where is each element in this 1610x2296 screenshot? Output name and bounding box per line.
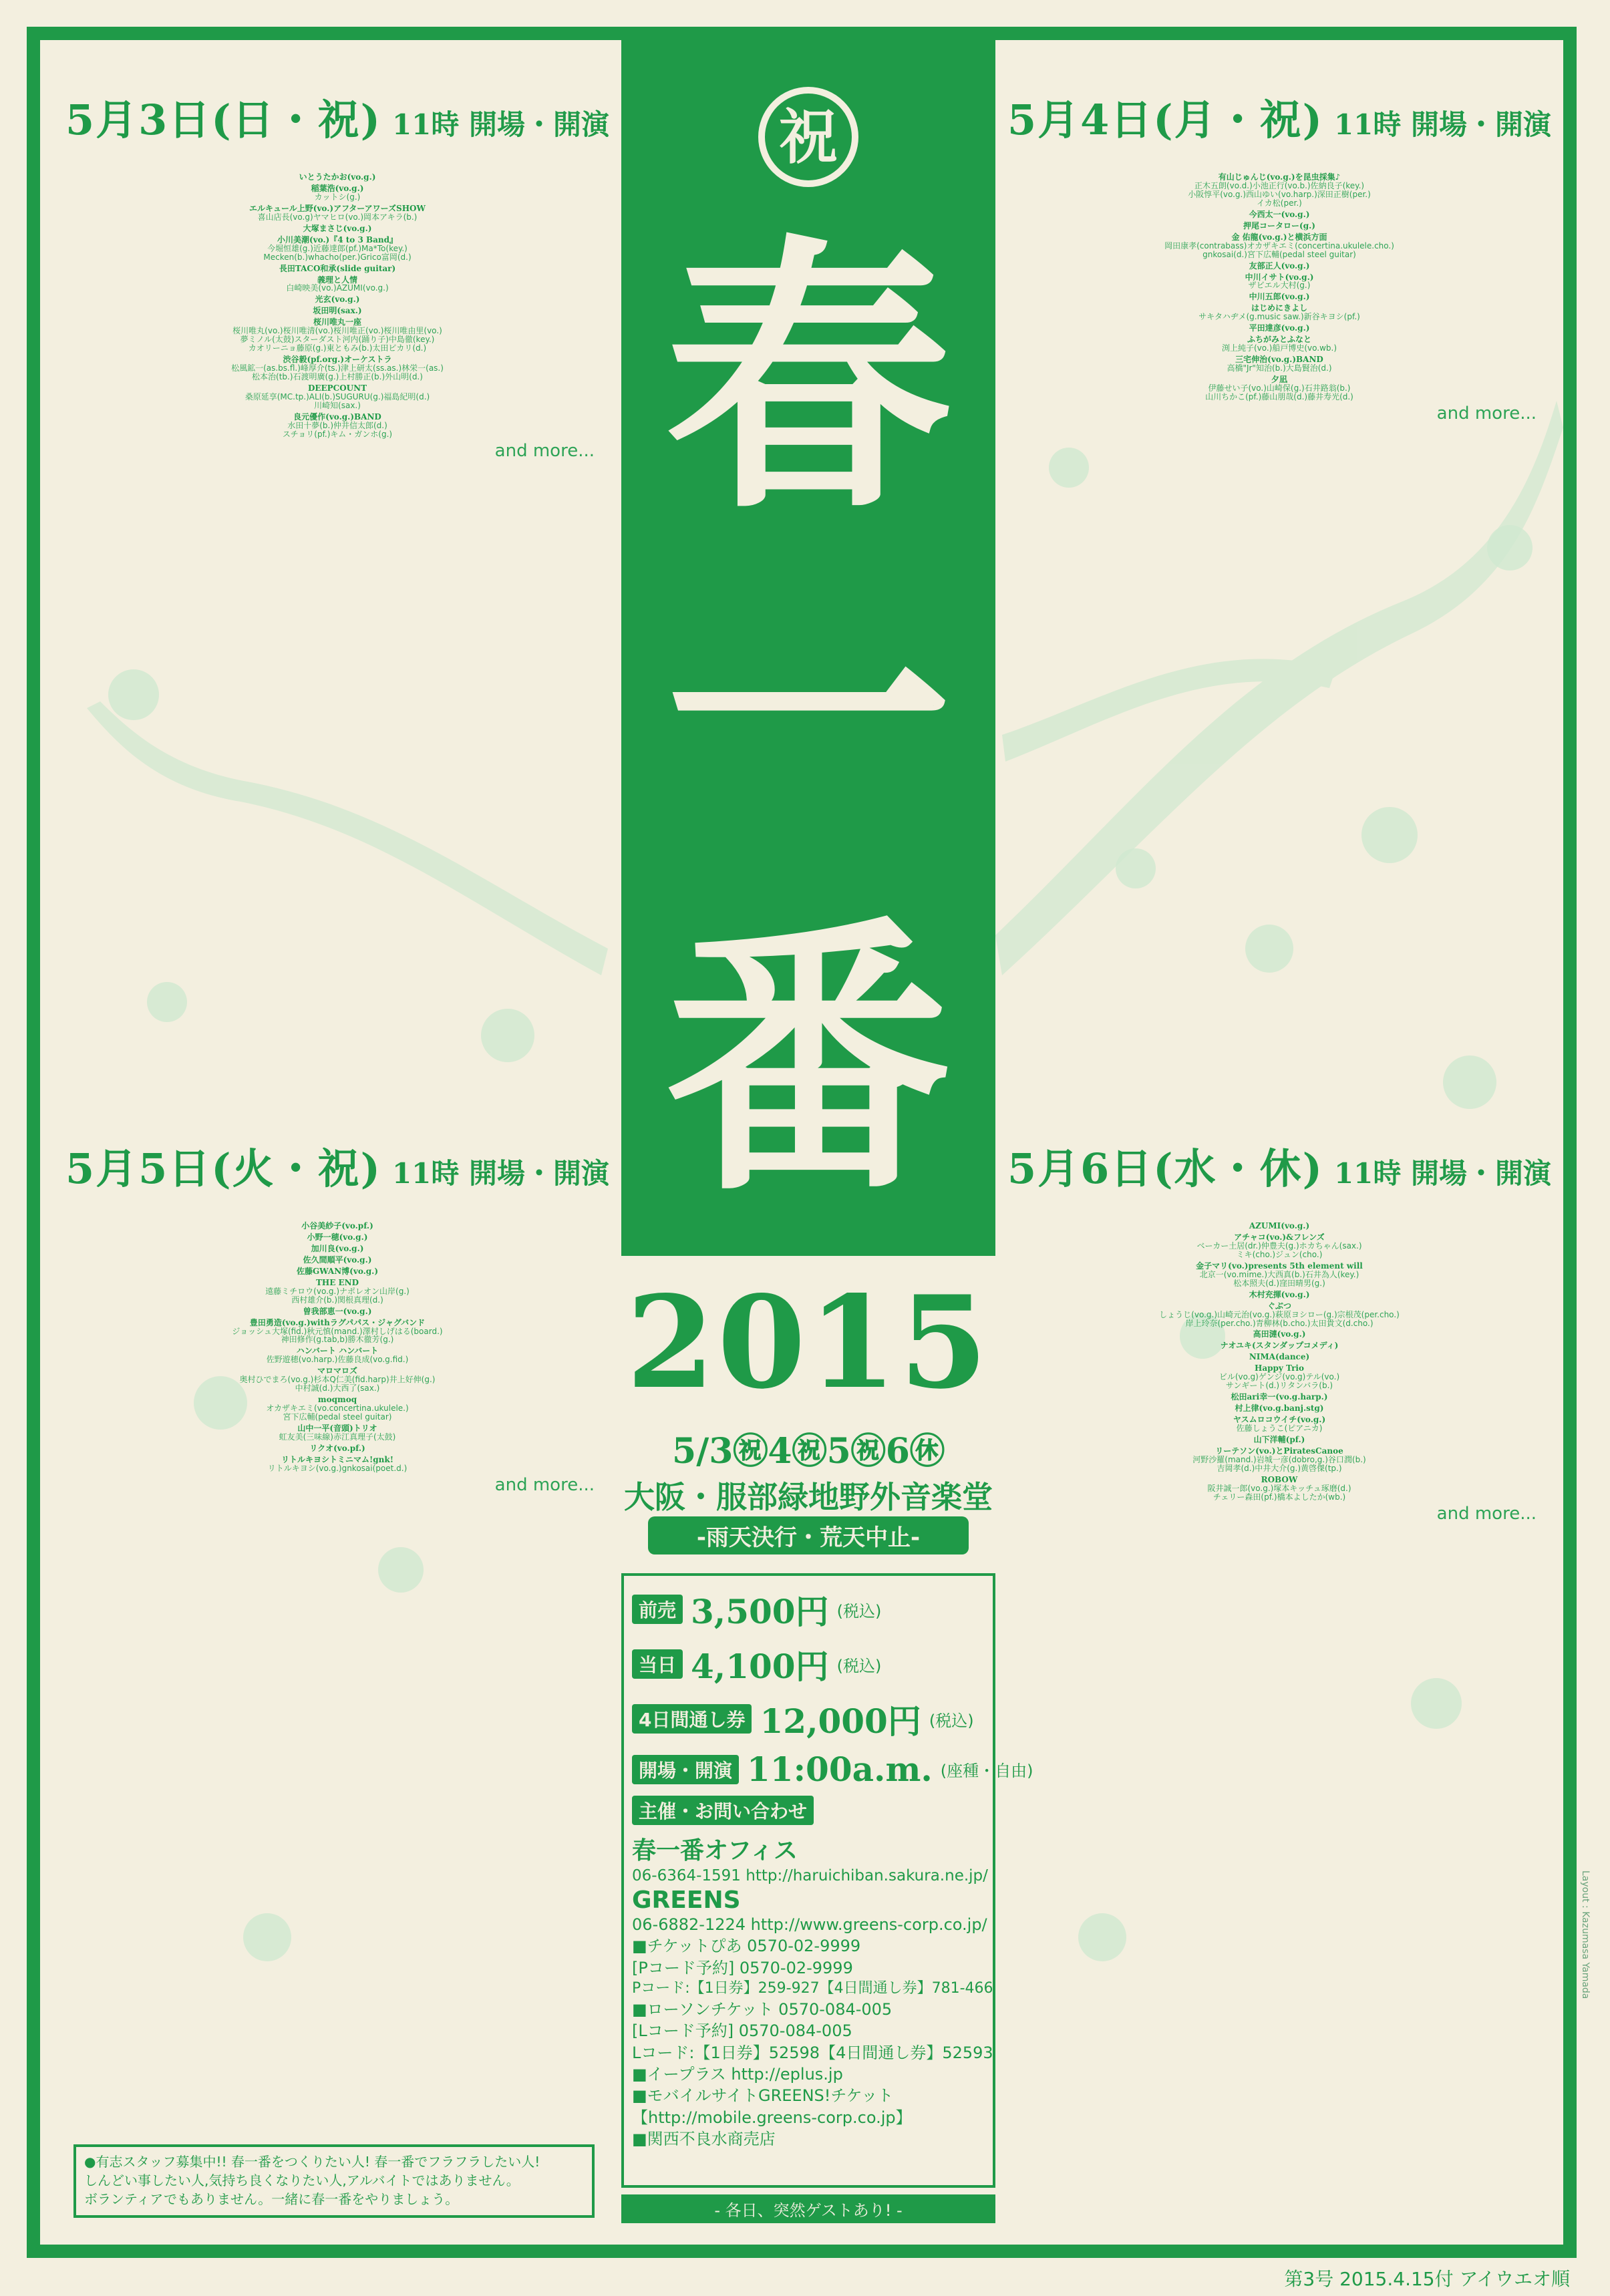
act-members: チェリー森田(pf.)橋本よしたか(wb.): [1213, 1492, 1346, 1502]
act-entry: [1002, 1393, 1557, 1402]
ticket-outlet-line: 【http://mobile.greens-corp.co.jp】: [632, 2108, 912, 2127]
act-entry: [60, 1396, 615, 1422]
act-name: 木村充揮(vo.g.): [1249, 1289, 1310, 1299]
act-entry: [1002, 1222, 1557, 1231]
pass-tax: (税込): [929, 1711, 974, 1730]
act-entry: [1002, 1404, 1557, 1413]
advance-tax: (税込): [836, 1601, 882, 1621]
act-members: 遠藤ミチロウ(vo.g.)ナポレオン山岸(g.): [265, 1286, 410, 1296]
act-name: NIMA(dance): [1249, 1352, 1310, 1362]
act-name: 金 佑龍(vo.g.)と横浜方面: [1231, 232, 1327, 242]
act-name: 平田達彦(vo.g.): [1249, 323, 1310, 333]
act-members: 渕上純子(vo.)船戸博史(vo.wb.): [1221, 343, 1337, 353]
act-entry: [1002, 1291, 1557, 1299]
act-members: 中村誠(d.)大西了(sax.): [295, 1383, 380, 1393]
day-header: [60, 87, 615, 146]
open-time: 11:00a.m.: [747, 1750, 933, 1789]
act-name: 山下洋輔(pf.): [1253, 1435, 1305, 1445]
title-char-ban: 番: [665, 895, 952, 1229]
act-members: 小阪惇平(vo.g.)西山ゆい(vo.harp.)深田正樹(per.): [1188, 189, 1371, 199]
act-name: リトルキヨシトミニマム!gnk!: [281, 1454, 393, 1464]
ticket-outlet-line: ■チケットぴあ 0570-02-9999: [632, 1937, 861, 1956]
act-entry: [1002, 233, 1557, 259]
act-members: 今堀恒雄(g.)近藤達郎(pf.)Ma*To(key.): [267, 243, 408, 253]
day-time: 11時 開場・開演: [391, 1157, 610, 1190]
act-entry: [60, 184, 615, 202]
act-name: アチャコ(vo.)&フレンズ: [1234, 1232, 1325, 1242]
act-name: 大塚まさじ(vo.g.): [303, 223, 372, 233]
act-name: 義理と人情: [317, 275, 357, 285]
act-members: 宮下広輔(pedal steel guitar): [283, 1412, 392, 1422]
act-members: 白崎映美(vo.)AZUMI(vo.g.): [286, 283, 389, 293]
day-time: 11時 開場・開演: [1333, 108, 1552, 141]
and-more-label: and more...: [1436, 1503, 1537, 1524]
act-entry: [60, 1267, 615, 1276]
act-name: 山中一平(音頭)トリオ: [297, 1424, 377, 1434]
act-name: 小谷美紗子(vo.pf.): [301, 1221, 373, 1231]
act-entry: [60, 1245, 615, 1253]
act-entry: [60, 1222, 615, 1231]
act-name: 友部正人(vo.g.): [1249, 261, 1310, 271]
act-entry: [1002, 273, 1557, 291]
act-members: 吉岡孝(d.)中井大介(g.)黄啓傑(tp.): [1217, 1463, 1342, 1473]
act-name: マロマロズ: [317, 1366, 357, 1376]
act-entry: [60, 1367, 615, 1393]
act-name: リーテソン(vo.)とPiratesCanoe: [1215, 1446, 1343, 1456]
act-members: 水田十夢(b.)仲井信太郎(d.): [287, 420, 387, 430]
act-entry: [1002, 1436, 1557, 1444]
act-members: 虹友美(三味線)赤江真理子(太鼓): [279, 1432, 396, 1442]
act-members: 神田修作(g.tab,b)勝木徹芳(g.): [281, 1335, 394, 1345]
ticket-info-box: [621, 1573, 1033, 2188]
act-members: 山川ちかこ(pf.)藤山朋哉(d.)藤井寿光(d.): [1205, 391, 1353, 401]
pass-ticket-row: [632, 1695, 985, 1743]
and-more-label: and more...: [494, 1474, 595, 1495]
center-band: [621, 40, 1033, 2220]
act-name: ふちがみとふなと: [1247, 335, 1311, 345]
day-column-may4: [1002, 87, 1557, 423]
act-name: 桜川唯丸一座: [313, 317, 361, 327]
act-entry: [1002, 1416, 1557, 1433]
act-entry: [60, 265, 615, 273]
title-band: [621, 40, 995, 1256]
act-name: 松田ari幸一(vo.g.harp.): [1231, 1392, 1328, 1402]
act-members: 正木五朗(vo.d.)小池正行(vo.b.)佐納良子(key.): [1194, 180, 1365, 190]
act-members: Mecken(b.)whacho(per.)Grico富岡(d.): [263, 252, 412, 262]
celebration-badge: 祝: [758, 87, 858, 187]
act-name: 中川イサト(vo.g.): [1245, 272, 1314, 282]
act-members: ミキ(cho.)ジュン(cho.): [1236, 1249, 1323, 1259]
act-entry: [1002, 375, 1557, 401]
day-header: [1002, 1136, 1557, 1195]
act-entry: [60, 318, 615, 353]
act-members: 阪井誠一郎(vo.g.)塚本キッチュ琢磨(d.): [1207, 1483, 1351, 1493]
venue-name: 大阪・服部緑地野外音楽堂: [624, 1479, 993, 1515]
act-members: ビル(vo.g)ゲンジ(vo.g)テル(vo.): [1219, 1372, 1340, 1382]
day-date: 5月5日(火・祝): [65, 1144, 381, 1193]
act-members: サキタハヂメ(g.music saw.)新谷キヨシ(pf.): [1198, 312, 1360, 322]
act-members: 河野沙羅(mand.)岩城一彦(dobro,g.)谷口潤(b.): [1192, 1454, 1366, 1464]
door-label: 当日: [632, 1649, 683, 1679]
issue-info: 第3号 2015.4.15付 アイウエオ順: [1284, 2268, 1570, 2290]
act-name: 良元優作(vo.g.)BAND: [293, 412, 381, 422]
act-name: 佐久間順平(vo.g.): [303, 1255, 372, 1265]
act-members: カオリーニョ藤原(g.)東ともみ(b.)太田ビカリ(d.): [248, 343, 427, 353]
act-members: 桑原延享(MC.tp.)ALI(b.)SUGURU(g.)福島紀明(d.): [245, 391, 430, 401]
act-name: 佐藤GWAN博(vo.g.): [296, 1266, 379, 1276]
act-name: ぐぶつ: [1267, 1301, 1291, 1311]
act-members: ジョッシュ大塚(fid.)秋元慎(mand.)澤村しげはる(board.): [232, 1326, 443, 1336]
and-more-label: and more...: [1436, 403, 1537, 424]
act-entry: [1002, 262, 1557, 271]
day-date: 5月3日(日・祝): [65, 96, 381, 144]
act-entry: [60, 1444, 615, 1453]
act-members: ベーカー土居(dr.)仲豊夫(g.)ホカちゃん(sax.): [1196, 1241, 1362, 1251]
act-members: 佐野遊穂(vo.harp.)佐藤良成(vo.g.fid.): [266, 1355, 409, 1365]
act-name: 曽我部恵一(vo.g.): [303, 1306, 372, 1316]
ticket-outlet-line: ■関西不良水商売店: [632, 2130, 776, 2149]
ticket-outlet-line: ■ローソンチケット 0570-084-005: [632, 1999, 893, 2019]
act-entry: [1002, 304, 1557, 321]
act-name: 小川美潮(vo.)『4 to 3 Band』: [277, 234, 398, 244]
act-name: 渋谷毅(pf.org.)オーケストラ: [283, 355, 392, 365]
act-entry: [1002, 1330, 1557, 1339]
act-name: DEEPCOUNT: [307, 383, 367, 393]
act-name: リクオ(vo.pf.): [309, 1443, 365, 1453]
act-members: しょうじ(vo.g.)山崎元治(vo.g.)萩原ヨシロー(g.)宗根茂(per.cho.): [1159, 1309, 1400, 1319]
day-header: [1002, 87, 1557, 146]
act-entry: [1002, 222, 1557, 230]
act-entry: [60, 1279, 615, 1305]
act-members: リトルキヨシ(vo.g.)gnkosai(poet.d.): [267, 1463, 408, 1473]
act-entry: [1002, 355, 1557, 373]
and-more-label: and more...: [494, 440, 595, 461]
festival-year: 2015: [626, 1268, 991, 1417]
title-char-haru: 春: [665, 214, 952, 548]
act-members: ザビエル大村(g.): [1248, 281, 1311, 291]
act-entry: [1002, 1262, 1557, 1288]
act-name: 豊田勇造(vo.g.)withラグパパス・ジャグバンド: [249, 1317, 426, 1327]
contact-heading: 主催・お問い合わせ: [632, 1796, 814, 1825]
ticket-outlet-line: ■モバイルサイトGREENS!チケット: [632, 2086, 894, 2106]
contact-heading-row: [632, 1796, 985, 1825]
act-entry: [1002, 1476, 1557, 1502]
act-members: 喜山店長(vo.g)ヤマヒロ(vo.)岡本アキラ(b.): [257, 212, 418, 222]
act-entry: [60, 1456, 615, 1473]
act-members: 桜川唯丸(vo.)桜川唯清(vo.)桜川唯正(vo.)桜川唯由里(vo.): [232, 326, 442, 336]
act-members: 岡田康孝(contrabass)オカザキエミ(concertina.ukulele.cho.): [1164, 240, 1394, 251]
festival-dates: 5/3㊗4㊗5㊗6㊡: [672, 1431, 945, 1472]
act-name: ROBOW: [1261, 1474, 1298, 1484]
act-entry: [60, 204, 615, 222]
door-ticket-row: [632, 1640, 985, 1688]
act-entry: [1002, 1353, 1557, 1361]
act-name: 村上律(vo.g.banj.stg): [1235, 1404, 1324, 1414]
act-members: 佐藤しょうこ(ピアニカ): [1236, 1424, 1323, 1434]
act-entry: [60, 276, 615, 293]
advance-label: 前売: [632, 1595, 683, 1624]
staff-recruit-notice: [73, 2144, 595, 2218]
act-name: 長田TACO和承(slide guitar): [279, 263, 396, 273]
advance-ticket-row: [632, 1585, 985, 1633]
act-entry: [60, 1424, 615, 1442]
act-name: Happy Trio: [1255, 1363, 1304, 1373]
and-more-wrap: [1002, 404, 1557, 423]
day-time: 11時 開場・開演: [1333, 1157, 1552, 1190]
act-members: 松本治(tb.)石渡明廣(g.)上村勝正(b.)外山明(d.): [252, 372, 423, 382]
open-note: (座種・自由): [940, 1762, 1033, 1780]
act-entry: [60, 1347, 615, 1364]
act-entry: [60, 236, 615, 262]
day-header: [60, 1136, 615, 1195]
door-tax: (税込): [836, 1656, 882, 1675]
act-name: THE END: [315, 1277, 359, 1287]
open-time-row: [632, 1750, 1033, 1789]
act-members: 岸上玲奈(per.cho.)青柳林(b.cho.)太田貴文(d.cho.): [1185, 1318, 1374, 1328]
advance-price: 3,500円: [691, 1592, 829, 1631]
surprise-guest-note: - 各日、突然ゲストあり! -: [621, 2194, 995, 2223]
act-members: 奥村ひでまろ(vo.g.)杉本Q仁美(fid.harp)井上好伸(g.): [239, 1375, 436, 1385]
act-members: カットシ(g.): [314, 192, 361, 202]
act-name: いとうたかお(vo.g.): [299, 172, 376, 182]
act-name: moqmoq: [317, 1395, 357, 1405]
act-name: 小野一穂(vo.g.): [307, 1232, 368, 1242]
ticket-outlets: [632, 1935, 993, 2150]
act-name: 坂田明(sax.): [313, 306, 362, 316]
organizer-name: 春一番オフィス: [632, 1837, 798, 1864]
act-members: 高橋"Jr"知治(b.)大島賢治(d.): [1227, 363, 1332, 373]
act-entry: [1002, 335, 1557, 353]
act-entry: [60, 295, 615, 304]
act-entry: [1002, 1341, 1557, 1350]
act-entry: [1002, 1233, 1557, 1259]
act-members: スチョリ(pf.)キム・ガンホ(g.): [282, 429, 393, 439]
staff-notice-line: ●有志スタッフ募集中!! 春一番をつくりたい人! 春一番でフラフラしたい人!: [84, 2154, 540, 2170]
act-members: サンギート(d.)リタンバラ(b.): [1225, 1381, 1333, 1391]
act-members: 夢ミノル(太鼓)スターダスト河内(踊り子)中島徹(key.): [240, 335, 435, 345]
and-more-wrap: [60, 442, 615, 460]
day-date: 5月4日(月・祝): [1007, 96, 1323, 144]
act-name: 稲葉浩(vo.g.): [311, 183, 364, 193]
and-more-wrap: [60, 1476, 615, 1494]
act-name: はじめにきよし: [1251, 303, 1307, 313]
act-entry: [1002, 1302, 1557, 1328]
act-members: 北京一(vo.mime.)大西真(b.)石井為人(key.): [1199, 1269, 1359, 1279]
act-entry: [60, 1233, 615, 1242]
ticket-outlet-line: [Lコード予約] 0570-084-005: [632, 2021, 852, 2041]
act-entry: [60, 307, 615, 315]
act-members: 伊藤せい子(vo.)山崎保(g.)石井路翁(b.): [1208, 383, 1351, 393]
greens-name: GREENS: [632, 1887, 741, 1915]
act-members: オカザキエミ(vo.concertina.ukulele.): [266, 1404, 409, 1414]
act-entry: [1002, 324, 1557, 333]
act-entry: [60, 1319, 615, 1345]
act-name: 有山じゅんじ(vo.g.)を昆虫採集♪: [1218, 172, 1341, 182]
act-name: 加川良(vo.g.): [311, 1243, 364, 1253]
act-name: ナオユキ(スタンダップコメディ): [1220, 1341, 1339, 1351]
act-entry: [60, 224, 615, 233]
day-column-may5: [60, 1136, 615, 1494]
act-entry: [1002, 1447, 1557, 1473]
open-label: 開場・開演: [632, 1755, 739, 1784]
act-entry: [1002, 210, 1557, 219]
and-more-wrap: [1002, 1504, 1557, 1523]
act-name: 高田漣(vo.g.): [1253, 1329, 1306, 1339]
act-members: gnkosai(d.)宮下広輔(pedal steel guitar): [1202, 249, 1356, 259]
day-time: 11時 開場・開演: [391, 108, 610, 141]
ticket-outlet-line: [Pコード予約] 0570-02-9999: [632, 1958, 853, 1977]
act-name: ハンバート ハンバート: [296, 1346, 379, 1356]
act-entry: [60, 413, 615, 439]
ticket-outlet-line: Pコード:【1日券】259-927【4日間通し券】781-466: [632, 1980, 993, 1997]
weather-notice: -雨天決行・荒天中止-: [648, 1516, 969, 1554]
staff-notice-line: しんどい事したい人,気持ち良くなりたい人,アルバイトではありません。: [84, 2172, 520, 2188]
greens-contact: 06-6882-1224 http://www.greens-corp.co.jp/: [632, 1915, 987, 1935]
act-members: 川崎知(sax.): [314, 400, 361, 410]
day-column-may3: [60, 87, 615, 460]
act-name: 中川五郎(vo.g.): [1249, 292, 1310, 302]
act-name: 金子マリ(vo.)presents 5th element will: [1196, 1261, 1363, 1271]
act-entry: [60, 1256, 615, 1265]
act-entry: [60, 1307, 615, 1316]
staff-notice-line: ボランティアでもありません。一緒に春一番をやりましょう。: [84, 2191, 459, 2207]
organizer-contact: 06-6364-1591 http://haruichiban.sakura.ne.jp/: [632, 1867, 988, 1884]
act-members: 西村雄介(b.)関根真理(d.): [291, 1295, 383, 1305]
door-price: 4,100円: [691, 1647, 829, 1686]
act-name: 押尾コータロー(g.): [1243, 220, 1315, 230]
act-name: エルキュール上野(vo.)アフターアワーズSHOW: [249, 203, 426, 213]
act-entry: [1002, 293, 1557, 301]
act-entry: [60, 355, 615, 381]
act-name: AZUMI(vo.g.): [1249, 1221, 1310, 1231]
act-name: 三宅伸治(vo.g.)BAND: [1235, 355, 1323, 365]
ticket-outlet-line: ■イープラス http://eplus.jp: [632, 2065, 843, 2084]
pass-label: 4日間通し券: [632, 1704, 752, 1734]
day-date: 5月6日(水・休): [1007, 1144, 1323, 1193]
act-members: 松風鉱一(as.bs.fl.)峰厚介(ts.)津上研太(ss.as.)林栄一(as.): [231, 363, 444, 373]
title-char-ichi: 一: [665, 554, 952, 888]
act-name: 今西太一(vo.g.): [1249, 209, 1310, 219]
act-members: 松本照夫(d.)窪田晴男(g.): [1233, 1278, 1325, 1288]
act-name: 夕凪: [1271, 375, 1287, 385]
act-entry: [60, 173, 615, 182]
ticket-outlet-line: Lコード:【1日券】52598【4日間通し券】52593: [632, 2043, 993, 2062]
act-members: イカ松(per.): [1257, 198, 1302, 208]
act-entry: [1002, 173, 1557, 208]
act-entry: [60, 384, 615, 410]
layout-credit: Layout : Kazumasa Yamada: [1580, 1870, 1591, 1999]
act-entry: [1002, 1364, 1557, 1390]
act-name: ヤスムロコウイチ(vo.g.): [1233, 1415, 1326, 1425]
day-column-may6: [1002, 1136, 1557, 1523]
pass-price: 12,000円: [760, 1701, 921, 1741]
act-name: 光玄(vo.g.): [315, 295, 360, 305]
